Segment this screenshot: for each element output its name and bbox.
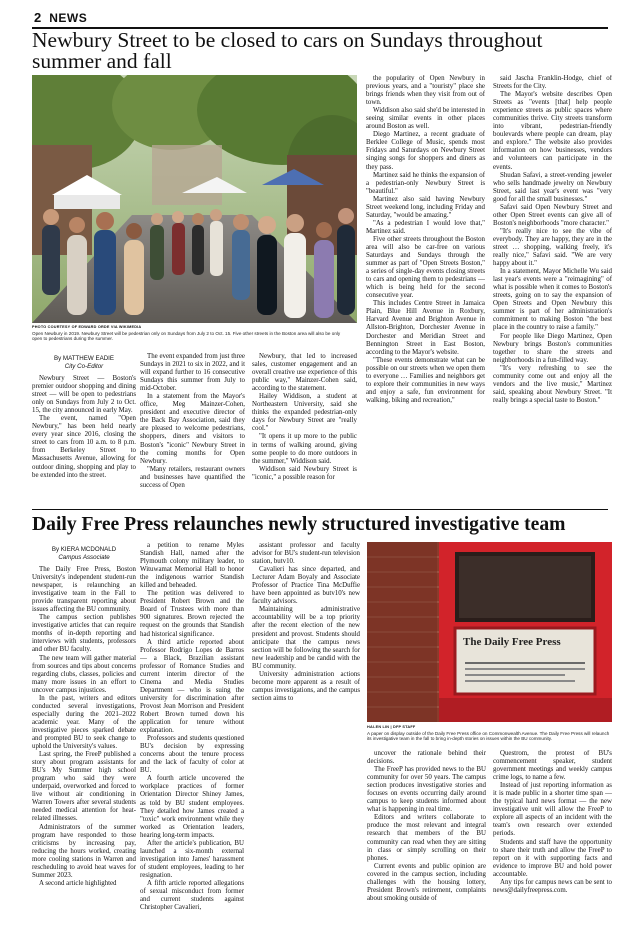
paragraph: After the article's publication, BU launched a six-month external investigation into James' harassment of student employees, leading to her resignation. xyxy=(140,839,244,879)
paragraph: The event expanded from just three Sundays in 2021 to six in 2022, and it will expand further to 16 consecutive Sundays this summer from July to mid-October. xyxy=(140,353,245,393)
paragraph: The event, named "Open Newbury," has been held nearly every year since 2016, closing the street to cars from 10 a.m. to 8 p.m. from Berkeley Street to Massachusetts Avenue, allowing for outdoor dining, shopping and play to be extended into the street. xyxy=(32,415,136,479)
paragraph: The FreeP has provided news to the BU community for over 50 years. The campus section produces investigative stories and focuses on events occurring daily around campus to keep students informed about what is happening in real time. xyxy=(367,766,486,814)
paragraph: Administrators of the summer program have responded to those criticisms by increasing pay, reducing the hours worked, creating more cooling stations in Warren and rescheduling to avoid heat waves for Summer 2023. xyxy=(32,823,136,879)
newspaper-box-illustration xyxy=(367,542,612,722)
paragraph: Widdison said Newbury Street is "iconic," a possible reason for xyxy=(252,465,357,481)
page-number: 2 xyxy=(34,10,42,25)
article2-column-2 xyxy=(140,542,244,940)
article1-headline: Newbury Street to be closed to cars on Sundays throughout summer and fall xyxy=(32,28,543,73)
article1-column-3 xyxy=(252,353,357,505)
newspaper-masthead-text: The Daily Free Press xyxy=(463,636,561,648)
section-label: NEWS xyxy=(49,10,88,25)
paragraph: Hailey Widdison, a student at Northeastern University, said she thinks the expanded pedestrian-only days for Newbury Street are "really cool." xyxy=(252,393,357,433)
article1-byline-role: City Co-Editor xyxy=(64,363,104,370)
paragraph: "It's really nice to see the vibe of everybody. They are happy, they are in the street … shopping, walking freely, it's really nice," Safavi said. "We are very happy about it." xyxy=(493,227,612,268)
article2-byline-role: Campus Associate xyxy=(58,554,110,561)
paragraph: Five other streets throughout the Boston area will also be car-free on various Saturdays and Sundays through the summer as part of "Open Streets Boston," a series of single-day events closing streets to cars and opening them to pedestrians — which is being held for the second consecutive year. xyxy=(366,235,485,300)
paragraph: Diego Martinez, a recent graduate of Berklee College of Music, spends most Fridays and Saturdays on Newbury Street singing songs for shoppers and diners as they pass. xyxy=(366,131,485,171)
paragraph: "It's very refreshing to see the community come out and enjoy all the vendors and the live music," Martinez said, speaking about Newbury Street. "It really brings a special taste to Boston." xyxy=(493,364,612,404)
paragraph: "As a pedestrian I would love that," Martinez said. xyxy=(366,219,485,235)
article1-column-2 xyxy=(140,353,245,505)
paragraph: Maintaining administrative accountability will be a top priority after the recent election of the new president and provost. Students should anticipate that the campus news section will be following the search for new leadership and be candid with the BU community. xyxy=(252,606,360,670)
paragraph: The Mayor's website describes Open Streets as "events [that] help people experience streets as public spaces where communities thrive. City streets transform into vibrant, pedestrian-friendly boulevards where people can dream, play and explore." The website also provides information on how businesses, vendors and volunteers can participate in the events. xyxy=(493,91,612,171)
paragraph: The campus section publishes investigative articles that can require months of in-depth reporting and interviews with students, professors and other BU faculty. xyxy=(32,614,136,654)
article2-column-4 xyxy=(367,750,486,940)
paragraph: said Jascha Franklin-Hodge, chief of Streets for the City. xyxy=(493,75,612,91)
paragraph: Newbury Street — Boston's premier outdoor shopping and dining street — will be open to pedestrians only on Sundays from July 2 to Oct. 15, the city announced in early May. xyxy=(32,375,136,415)
article1-photo-caption: Open Newbury in 2019. Newbury Street will be pedestrian only on Sundays from July 2 to Oct. 15. Five other streets in the Boston area will also be only open to pedestrians during the summer. xyxy=(32,331,341,342)
article2-column-5 xyxy=(493,750,612,940)
paragraph: Cavalieri has since departed, and Lecturer Adam Boyaly and Associate Professor of Practice Tina McDuffie have been appointed as butv10's new faculty advisors. xyxy=(252,566,360,606)
paragraph: A third article reported about Professor Rodrigo Lopes de Barros — a Black, Brazilian assistant professor of Romance Studies and current interim director of the Cinema and Media Studies Department — who is suing the university for discrimination after Provost Jean Morrison and President Robert Brown turned down his application for tenure without explanation. xyxy=(140,638,244,735)
paragraph: Students and staff have the opportunity to share their truth and allow the FreeP to report on it with supporting facts and evidence to improve BU and hold power accountable. xyxy=(493,838,612,878)
article2-headline: Daily Free Press relaunches newly structured investigative team xyxy=(32,514,566,535)
article2-column-3 xyxy=(252,542,360,940)
paragraph: A fourth article uncovered the workplace practices of former Orientation Director Shiney James, as told by BU student employees. They detailed how James created a "toxic" work environment while they worked as Orientation leaders, hearing long-term impacts. xyxy=(140,775,244,839)
paragraph: A second article highlighted xyxy=(39,879,117,887)
article1-byline xyxy=(32,355,136,371)
paragraph: This includes Centre Street in Jamaica Plain, Blue Hill Avenue in Roxbury, Harvard Avenue and Brighton Avenue in Allston-Brighton, Dorchester Avenue in Dorchester and Meridian Street and Bennington Street in East Boston, according to the Mayor's website. xyxy=(366,300,485,356)
article2-column-1 xyxy=(32,566,136,940)
paragraph: In a statement from the Mayor's office, Meg Mainzer-Cohen, president and executive director of the Back Bay Association, said they are pleased to welcome pedestrians, shoppers, diners and visitors to Boston's "iconic" Newbury Street in the coming months for Open Newbury. xyxy=(140,393,245,465)
paragraph: a petition to rename Myles Standish Hall, named after the Plymouth colony military leader, to Wituwamat Memorial Hall to honor the indigenous warrior Standish killed and beheaded. xyxy=(140,542,244,590)
paragraph: the popularity of Open Newbury in previous years, and a "touristy" place she brings friends when they visit from out of town. xyxy=(366,75,485,107)
paragraph: assistant professor and faculty advisor for BU's student-run television station, butv10. xyxy=(252,542,360,566)
paragraph: Widdison also said she'd be interested in seeing similar events in other places around Boston as well. xyxy=(366,107,485,131)
paragraph: uncover the rationale behind their decisions. xyxy=(367,750,486,766)
paragraph: Any tips for campus news can be sent to news@dailyfreepress.com. xyxy=(493,878,612,894)
paragraph: Martinez said he thinks the expansion of a pedestrian-only Newbury Street is "beautiful." xyxy=(366,171,485,195)
paragraph: Current events and public opinion are covered in the campus section, including challenges with the housing lottery, President Brown's retirement, complaints about smoking outside of xyxy=(367,862,486,902)
paragraph: In the past, writers and editors conducted several investigations, especially during the 2021–2022 academic year. Many of the investigative pieces sparked debate and prompted BU to seek change to uphold the University's values. xyxy=(32,694,136,751)
paragraph: "These events demonstrate what can be possible on our streets when we open them to everyone … Families and neighbors get to explore their communities in new ways and enjoy a safe, fun environment for walking, biking and recreation," xyxy=(366,356,485,404)
paragraph: Editors and writers collaborate to produce the most relevant and integral research that members of the BU community can read when they are sitting in class or simply scrolling on their phones. xyxy=(367,814,486,862)
paragraph: The Daily Free Press, Boston University's independent student-run newspaper, is relaunching an investigative team in the Fall to provide transparent reporting about issues affecting the BU community. xyxy=(32,566,136,614)
article1-photo-credit: PHOTO COURTESY OF EDWARD ORDE VIA WIKIMEDIA xyxy=(32,325,142,329)
article1-column-5 xyxy=(493,75,612,505)
paragraph: A fifth article reported allegations of sexual misconduct from former and current students against Christopher Cavalieri, xyxy=(140,879,244,912)
article2-byline xyxy=(32,546,136,562)
street-crowd-illustration xyxy=(32,75,357,323)
paragraph: Questrom, the protest of BU's commencement speaker, student government meetings and weekly campus crime logs, to name a few. xyxy=(493,750,612,782)
paragraph: "It opens it up more to the public in terms of walking around, giving some people to do more outdoors in the summer," Widdison said. xyxy=(252,433,357,465)
paragraph: Instead of just reporting information as it is made public in a shorter time span — the typical hard news format — the new investigative unit will allow the FreeP to explore all aspects of an incident with the team's own research over extended periods. xyxy=(493,782,612,838)
article1-column-1 xyxy=(32,375,136,505)
paragraph: For people like Diego Martinez, Open Newbury brings Boston's communities together to share the streets and neighborhoods in a fun-filled way. xyxy=(493,332,612,364)
article2-photo-credit: HAI-EN LIN | DFP STAFF xyxy=(367,725,416,729)
article1-photo xyxy=(32,75,357,323)
paragraph: Safavi said Open Newbury Street and other Open Street events can give all of Boston's neighborhoods "more character." xyxy=(493,203,612,227)
article1-byline-name: By MATTHEW EADIE xyxy=(53,355,115,362)
paragraph: The new team will gather material from sources and tips about concerns regarding clubs, classes, policies and many more issues in an effort to uncover campus injustices. xyxy=(32,654,136,694)
article2-byline-name: By KIERA MCDONALD xyxy=(51,546,117,553)
paragraph: The petition was delivered to President Robert Brown and the Board of Trustees with more than 900 signatures. Brown rejected the request on the grounds that Standish had historical significance. xyxy=(140,590,244,638)
folio xyxy=(34,10,87,25)
article1-column-4 xyxy=(366,75,485,505)
article2-photo-caption: A paper on display outside of the Daily Free Press office on Commonwealth Avenue. The Daily Free Press will relaunch its investigative team in the fall to bring in-depth stories on issues within the BU community. xyxy=(367,731,610,742)
paragraph: "Many retailers, restaurant owners and businesses have quantified the success of Open xyxy=(140,465,245,489)
paragraph: Last spring, the FreeP published a story about program assistants for BU's My Summer high school program who said they were underpaid, overworked and forced to live without air conditioning in Warren Towers after several students needed medical attention for heat-related illnesses. xyxy=(32,751,136,823)
paragraph: Shudan Safavi, a street-vending jeweler who sells handmade jewelry on Newbury Street, said last year's event was "very good for all the small businesses." xyxy=(493,171,612,203)
paragraph: In a statement, Mayor Michelle Wu said last year's events were a "reimagining" of what is possible when it comes to Boston's streets, going on to say the expansion of Open Streets and Open Newbury this summer is part of her administration's commitment to making Boston "the best place in the country to raise a family." xyxy=(493,268,612,332)
paragraph: University administration actions become more apparent as a result of campus investigations, and the campus section aims to xyxy=(252,670,360,702)
article2-photo xyxy=(367,542,612,722)
paragraph: Professors and students questioned BU's decision by expressing concerns about the tenure process and the lack of faculty of color at BU. xyxy=(140,735,244,775)
section-divider xyxy=(32,509,608,510)
paragraph: Newbury, that led to increased sales, customer engagement and an overall creative use experience of this public way," Mainzer-Cohen said, according to the statement. xyxy=(252,353,357,393)
paragraph: Martinez also said having Newbury Street weekend long, including Friday and Saturday, "would be amazing." xyxy=(366,195,485,219)
